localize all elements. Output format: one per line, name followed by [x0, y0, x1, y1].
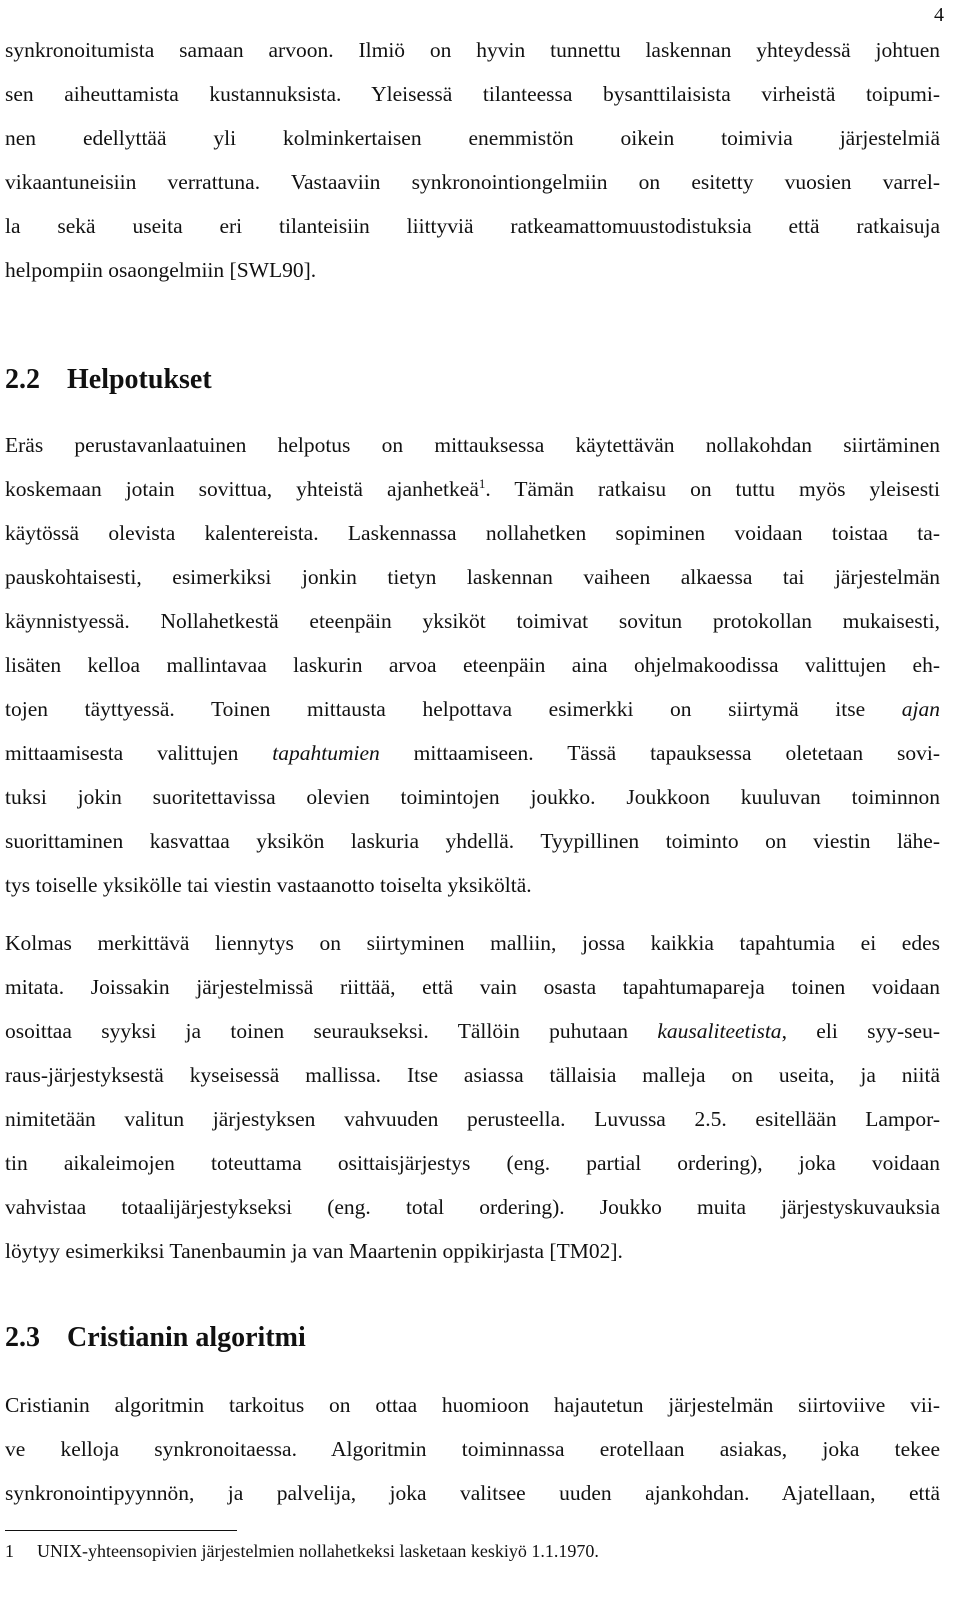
footnote-number: 1 [5, 1541, 14, 1561]
text-line: Cristianin algoritmin tarkoitus on ottaa huomioon hajautetun järjestelmän siirtoviive vii- [5, 1393, 940, 1417]
section-number: 2.2 [5, 364, 40, 395]
emphasis: tapahtumien [272, 741, 380, 765]
text-line: synkronointipyynnön, ja palvelija, joka valitsee uuden ajankohdan. Ajatellaan, että [5, 1481, 940, 1505]
text-line: vahvistaa totaalijärjestykseksi (eng. total ordering). Joukko muita järjestyskuvauksia [5, 1195, 940, 1219]
text-line: ve kelloja synkronoitaessa. Algoritmin toiminnassa erotellaan asiakas, joka tekee [5, 1437, 940, 1461]
section-title: Cristianin algoritmi [67, 1322, 306, 1353]
paragraph-helpotukset [5, 423, 940, 907]
text-line: nen edellyttää yli kolminkertaisen enemmistön oikein toimivia järjestelmiä [5, 126, 940, 150]
text-line: sen aiheuttamista kustannuksista. Yleisessä tilanteessa bysanttilaisista virheistä toipumi- [5, 82, 940, 106]
section-heading-2-2 [5, 364, 212, 396]
emphasis: kausaliteetista [657, 1019, 782, 1043]
text-line: Eräs perustavanlaatuinen helpotus on mittauksessa käytettävän nollakohdan siirtäminen [5, 433, 940, 457]
paragraph-kausaliteetti [5, 921, 940, 1273]
text-line: Kolmas merkittävä liennytys on siirtyminen malliin, jossa kaikkia tapahtumia ei edes [5, 931, 940, 955]
text-line: käynnistyessä. Nollahetkestä eteenpäin yksiköt toimivat sovitun protokollan mukaisesti, [5, 609, 940, 633]
text-line: helpompiin osaongelmiin [SWL90]. [5, 258, 317, 282]
text-line: vikaantuneisiin verrattuna. Vastaaviin synkronointiongelmiin on esitetty vuosien varrel- [5, 170, 940, 194]
paragraph-synkronointi [5, 28, 940, 292]
footnote-text: UNIX-yhteensopivien järjestelmien nollahetkeksi lasketaan keskiyö 1.1.1970. [37, 1541, 599, 1561]
text-line: käytössä olevista kalentereista. Laskennassa nollahetken sopiminen voidaan toistaa ta- [5, 521, 940, 545]
text-line: nimitetään valitun järjestyksen vahvuuden perusteella. Luvussa 2.5. esitellään Lampor- [5, 1107, 940, 1131]
text-line: synkronoitumista samaan arvoon. Ilmiö on hyvin tunnettu laskennan yhteydessä johtuen [5, 38, 940, 62]
section-number: 2.3 [5, 1322, 40, 1353]
text-line: tin aikaleimojen toteuttama osittaisjärjestys (eng. partial ordering), joka voidaan [5, 1151, 940, 1175]
text-line: pauskohtaisesti, esimerkiksi jonkin tietyn laskennan vaiheen alkaessa tai järjestelmän [5, 565, 940, 589]
text-line: osoittaa syyksi ja toinen seuraukseksi. Tällöin puhutaan kausaliteetista, eli syy-seu- [5, 1019, 940, 1043]
text-line: koskemaan jotain sovittua, yhteistä ajanhetkeä$^1$. Tämän ratkaisu on tuttu myös yleisesti [5, 475, 941, 501]
emphasis: ajan [901, 697, 940, 721]
text-line: lisäten kelloa mallintavaa laskurin arvoa eteenpäin aina ohjelmakoodissa valittujen eh- [5, 653, 940, 677]
text-line: raus-järjestyksestä kyseisessä mallissa. Itse asiassa tällaisia malleja on useita, ja niitä [5, 1063, 940, 1087]
text-line: la sekä useita eri tilanteisiin liittyviä ratkeamattomuustodistuksia että ratkaisuja [5, 214, 940, 238]
page-number: 4 [934, 4, 944, 26]
text-line: tys toiselle yksikölle tai viestin vastaanotto toiselta yksiköltä. [5, 873, 532, 897]
footnote-marker: 1 [478, 475, 486, 491]
text-line: mittaamisesta valittujen tapahtumien mittaamiseen. Tässä tapauksessa oletetaan sovi- [5, 741, 941, 765]
text-line: suorittaminen kasvattaa yksikön laskuria yhdellä. Tyypillinen toiminto on viestin lähe- [5, 829, 940, 853]
section-heading-2-3 [5, 1322, 306, 1354]
text-line: mitata. Joissakin järjestelmissä riittää, että vain osasta tapahtumapareja toinen voidaan [5, 975, 940, 999]
text-line: löytyy esimerkiksi Tanenbaumin ja van Maartenin oppikirjasta [TM02]. [5, 1239, 623, 1263]
footnote [5, 1541, 599, 1562]
section-title: Helpotukset [67, 364, 212, 395]
text-line: tojen täyttyessä. Toinen mittausta helpottava esimerkki on siirtymä itse ajan [5, 697, 940, 721]
footnote-divider [5, 1530, 237, 1531]
text-line: tuksi jokin suoritettavissa olevien toimintojen joukko. Joukkoon kuuluvan toiminnon [5, 785, 940, 809]
paragraph-cristian [5, 1383, 940, 1515]
